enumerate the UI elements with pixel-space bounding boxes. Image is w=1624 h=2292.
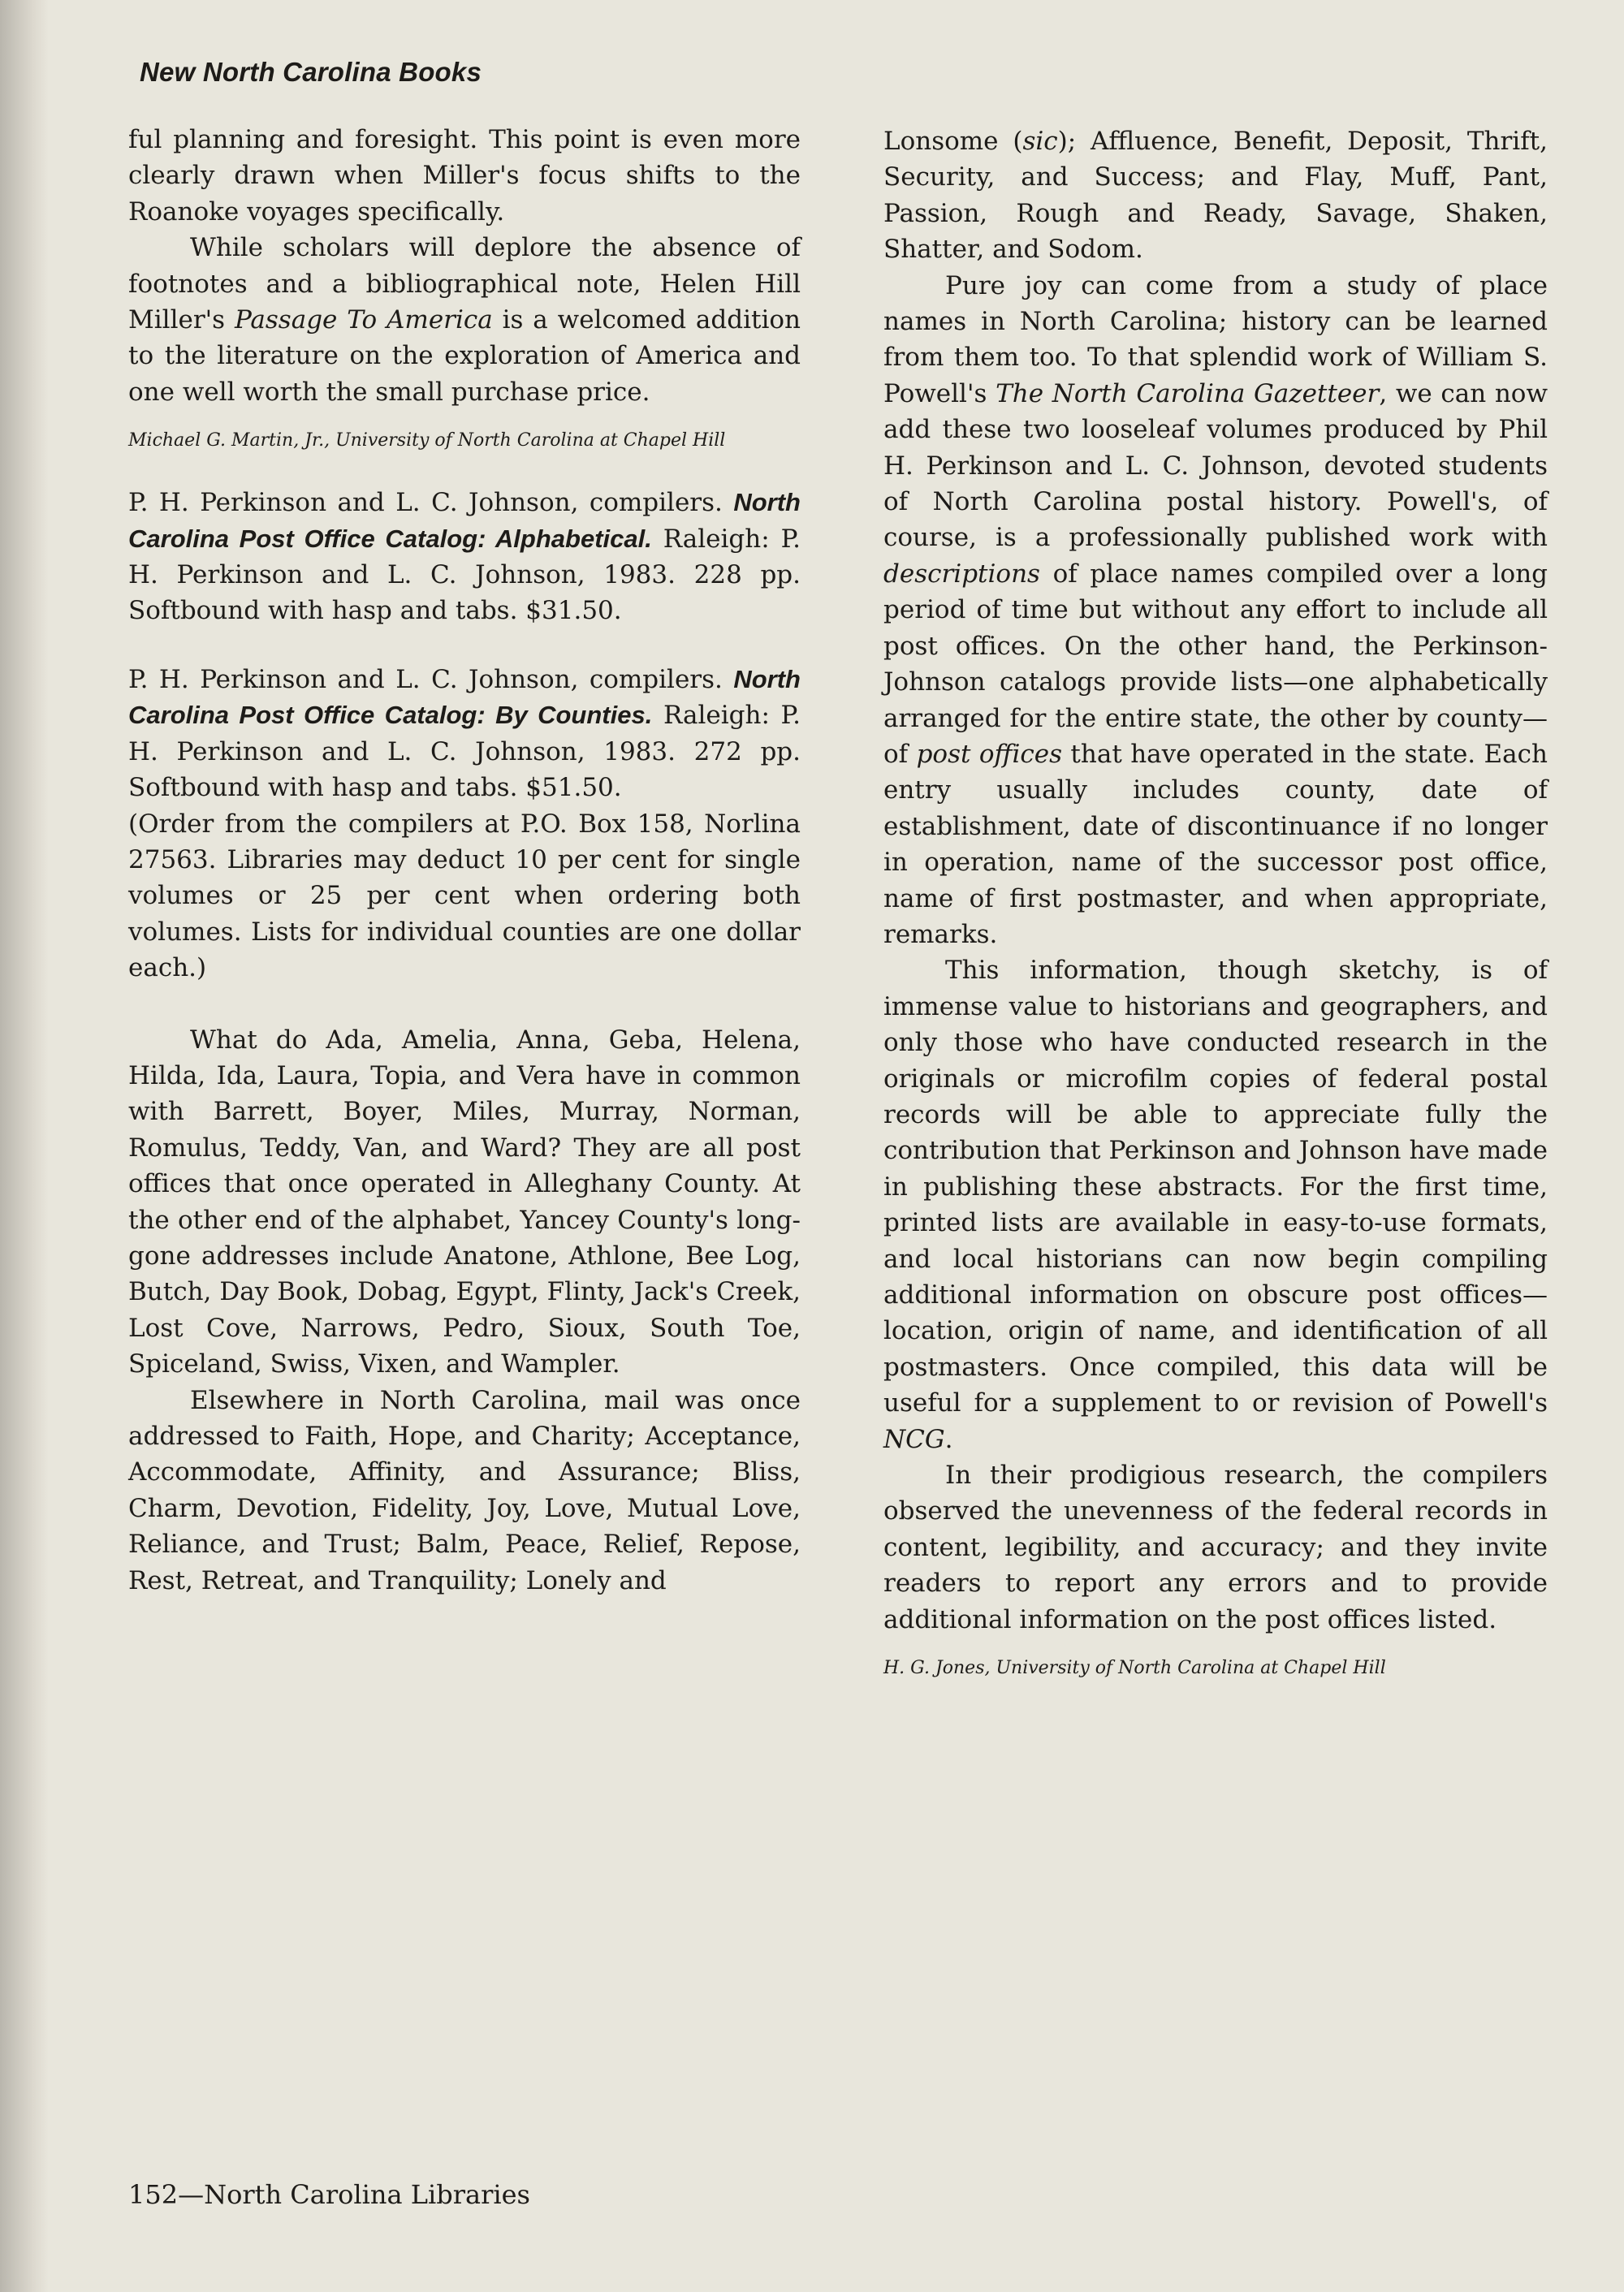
book-title-passage-to-america: Passage To America [234, 305, 493, 335]
running-head: New North Carolina Books [140, 57, 482, 87]
review-paragraph-pure-joy: Pure joy can come from a study of place names in North Carolina; history can be learned from them too. To that splendid work of William S. Powell's The North Carolina Gazetteer, we can now add these two looseleaf volumes produced by Phil H. Perkinson and L. C. Johnson, devoted students of North Carolina postal history. Powell's, of course, is a professionally published work with descriptions of place names compiled over a long period of time but without any effort to include all post offices. On the other hand, the Perkinson-Johnson catalogs provide lists—one alphabetically arranged for the entire state, the other by county—of post offices that have operated in the state. Each entry usually includes county, date of establishment, date of discontinuance if no longer in operation, name of the successor post office, name of first postmaster, and when appropriate, remarks. [883, 270, 1548, 949]
right-column [883, 123, 1548, 1712]
catalog-title-alphabetical: North Carolina Post Office Catalog: Alphabetical. [128, 488, 801, 553]
catalog-title-by-counties: North Carolina Post Office Catalog: By Counties. [128, 664, 801, 730]
review-conclusion-paragraph: While scholars will deplore the absence of footnotes and a bibliographical note, Helen Hill Miller's Passage To America is a welcomed addition to the literature on the exploration of America and one well worth the small purchase price. [128, 233, 801, 407]
book-title-gazetteer: The North Carolina Gazetteer [996, 378, 1380, 408]
binding-gutter-shadow [0, 0, 49, 2292]
review-closing-paragraph: ful planning and foresight. This point is even more clearly drawn when Miller's focus shifts to the Roanoke voyages specifically. [128, 125, 801, 227]
review-paragraph-information: This information, though sketchy, is of immense value to historians and geographers, and only those who have conducted research in the originals or microfilm copies of federal postal records will be able to appreciate fully the contribution that Perkinson and Johnson have made in publishing these abstracts. For the first time, printed lists are available in easy-to-use formats, and local historians can now begin compiling additional information on obscure post offices—location, origin of name, and identification of all postmasters. Once compiled, this data will be useful for a supplement to or revision of Powell's NCG. [883, 956, 1548, 1454]
reviewer-signature: Michael G. Martin, Jr., University of North Carolina at Chapel Hill [128, 430, 726, 451]
order-information: (Order from the compilers at P.O. Box 158, Norlina 27563. Libraries may deduct 10 per cent for single volumes or 25 per cent when ordering both volumes. Lists for individual counties are one dollar each.) [128, 809, 801, 983]
review-paragraph-prodigious-research: In their prodigious research, the compilers observed the unevenness of the federal records in content, legibility, and accuracy; and they invite readers to report any errors and to provide additional information on the post offices listed. [883, 1461, 1548, 1634]
review-paragraph-post-office-names: What do Ada, Amelia, Anna, Geba, Helena, Hilda, Ida, Laura, Topia, and Vera have in common with Barrett, Boyer, Miles, Murray, Norman, Romulus, Teddy, Van, and Ward? They are all post offices that once operated in Alleghany County. At the other end of the alphabet, Yancey County's long-gone addresses include Anatone, Athlone, Bee Log, Butch, Day Book, Dobag, Egypt, Flinty, Jack's Creek, Lost Cove, Narrows, Pedro, Sioux, South Toe, Spiceland, Swiss, Vixen, and Wampler. [128, 1025, 801, 1379]
review-paragraph-elsewhere: Elsewhere in North Carolina, mail was once addressed to Faith, Hope, and Charity; Acceptance, Accommodate, Affinity, and Assurance; Bliss, Charm, Devotion, Fidelity, Joy, Love, Mutual Love, Reliance, and Trust; Balm, Peace, Relief, Repose, Rest, Retreat, and Tranquility; Lonely and [128, 1385, 801, 1595]
reviewer-signature-jones: H. G. Jones, University of North Carolina at Chapel Hill [883, 1658, 1386, 1679]
page-footer: 152—North Carolina Libraries [128, 2179, 530, 2210]
bibliographic-entry-alphabetical: P. H. Perkinson and L. C. Johnson, compilers. North Carolina Post Office Catalog: Alphabetical. Raleigh: P. H. Perkinson and L. C. Johnson, 1983. 228 pp. Softbound with hasp and tabs. $31.50. [128, 488, 801, 626]
review-paragraph-continued: Lonsome (sic); Affluence, Benefit, Deposit, Thrift, Security, and Success; and Flay, Muff, Pant, Passion, Rough and Ready, Savage, Shaken, Shatter, and Sodom. [883, 127, 1548, 265]
bibliographic-entry-by-counties: P. H. Perkinson and L. C. Johnson, compilers. North Carolina Post Office Catalog: By Counties. Raleigh: P. H. Perkinson and L. C. Johnson, 1983. 272 pp. Softbound with hasp and tabs. $51.50. [128, 664, 801, 803]
left-column [128, 122, 801, 1599]
